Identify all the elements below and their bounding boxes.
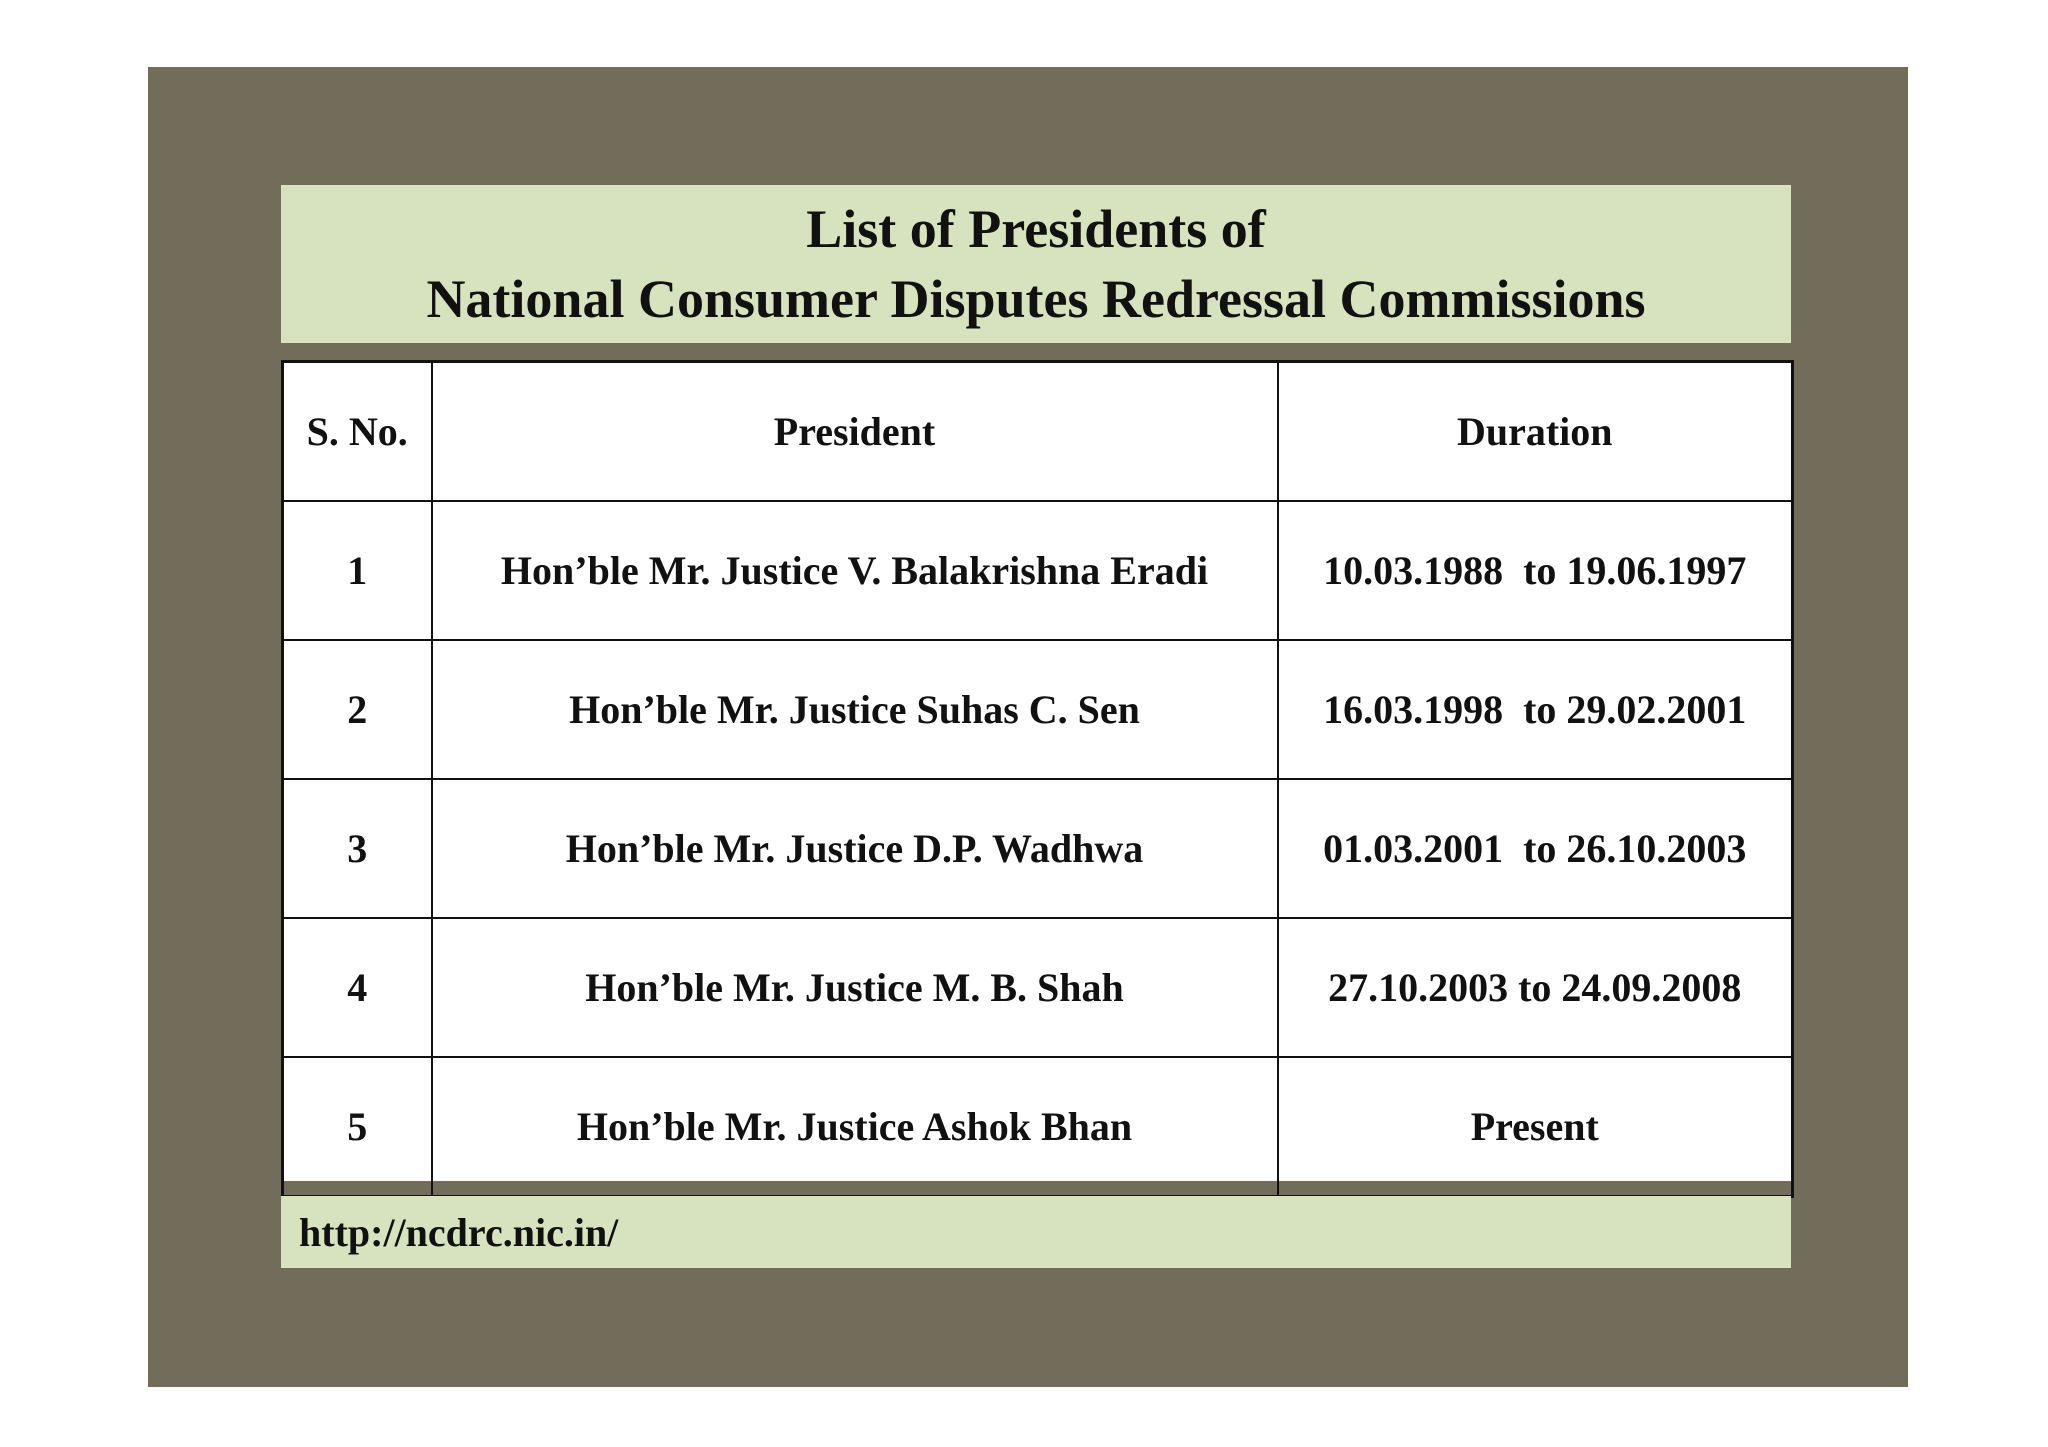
cell-sno: 5 [283,1057,432,1197]
presidents-table-wrap [281,360,1791,1181]
table-row [283,918,1793,1057]
table-row [283,501,1793,640]
header-duration: Duration [1278,362,1793,502]
title-box [281,185,1791,343]
cell-president: Hon’ble Mr. Justice M. B. Shah [432,918,1278,1057]
cell-sno: 3 [283,779,432,918]
url-box [281,1196,1791,1268]
cell-duration: 01.03.2001 to 26.10.2003 [1278,779,1793,918]
presidents-table [281,360,1794,1198]
cell-president: Hon’ble Mr. Justice Ashok Bhan [432,1057,1278,1197]
cell-president: Hon’ble Mr. Justice V. Balakrishna Eradi [432,501,1278,640]
header-president: President [432,362,1278,502]
cell-sno: 1 [283,501,432,640]
cell-duration: Present [1278,1057,1793,1197]
table-row [283,1057,1793,1197]
title-line-2: National Consumer Disputes Redressal Commissions [426,269,1646,329]
source-url-link[interactable]: http://ncdrc.nic.in/ [299,1209,619,1255]
header-sno: S. No. [283,362,432,502]
cell-sno: 4 [283,918,432,1057]
table-row [283,640,1793,779]
cell-duration: 16.03.1998 to 29.02.2001 [1278,640,1793,779]
table-row [283,779,1793,918]
slide-frame [148,67,1908,1387]
cell-president: Hon’ble Mr. Justice D.P. Wadhwa [432,779,1278,918]
cell-duration: 10.03.1988 to 19.06.1997 [1278,501,1793,640]
table-header-row [283,362,1793,502]
cell-president: Hon’ble Mr. Justice Suhas C. Sen [432,640,1278,779]
cell-duration: 27.10.2003 to 24.09.2008 [1278,918,1793,1057]
title-line-1: List of Presidents of [806,199,1266,259]
cell-sno: 2 [283,640,432,779]
